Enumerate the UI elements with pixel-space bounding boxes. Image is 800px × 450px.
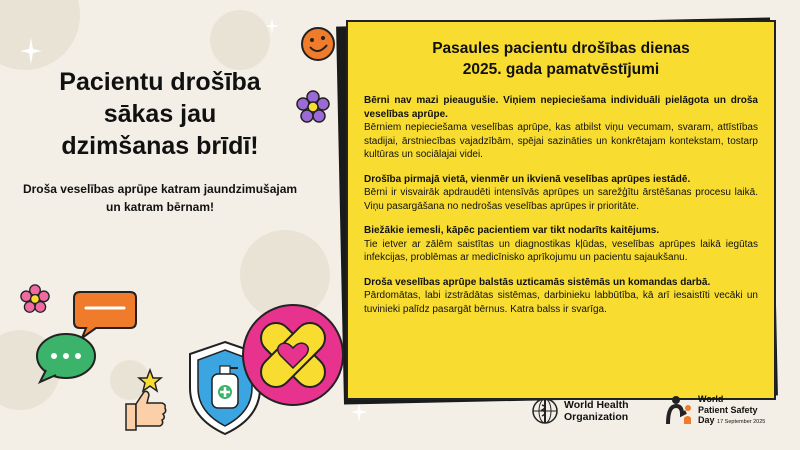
wpsd-name-line: Patient Safety (698, 404, 758, 415)
wpsd-name-line: World (698, 394, 724, 404)
title-line: Pacientu drošība (59, 68, 261, 96)
message-section (364, 224, 758, 265)
decor-bubble (210, 10, 270, 70)
sparkle-icon (350, 402, 368, 422)
section-body: Pārdomātas, labi izstrādātas sistēmas, darbinieku labbūtība, kā arī iesaistīti vecāki un tuvinieki palīdz pasargāt bērnus. Katra balss ir svarīga. (364, 290, 758, 315)
section-body: Bērniem nepieciešama veselības aprūpe, kas atbilst viņu vecumam, svaram, attīstības stadijai, ārstniecības vajadzībām, spējai sazināties un konkrētajam kontekstam, tostarp kultūras un sociālajai videi. (364, 122, 758, 160)
title-line: dzimšanas brīdī! (61, 132, 259, 160)
message-section (364, 173, 758, 214)
section-heading: Biežākie iemesli, kāpēc pacientiem var tikt nodarīts kaitējums. (364, 225, 660, 236)
who-emblem-icon (530, 396, 560, 426)
panel-title-line: Pasaules pacientu drošības dienas (432, 40, 690, 57)
wpsd-date: 17 September 2025 (717, 419, 766, 425)
who-name (564, 399, 629, 423)
partner-logos (530, 392, 780, 432)
wpsd-name (698, 394, 765, 428)
sparkle-icon (265, 18, 279, 34)
who-name-line: World Health (564, 399, 629, 411)
speech-bubble-icon (34, 330, 98, 384)
section-body: Bērni ir visvairāk apdraudēti intensīvās aprūpes un sarežģītu ārstēšanas procesu laikā. Viņu pasargāšana no nedrošas veselības aprūpes ir prioritāte. (364, 187, 758, 212)
page-subtitle: Droša veselības aprūpe katram jaundzimušajam un katram bērnam! (22, 182, 298, 214)
sparkle-icon (20, 38, 42, 64)
flower-icon (296, 90, 330, 124)
wpsd-logo (664, 394, 765, 428)
flower-icon (20, 284, 50, 314)
thumbs-up-icon (120, 368, 170, 432)
message-section (364, 94, 758, 162)
section-heading: Bērni nav mazi pieaugušie. Viņiem nepieciešama individuāli pielāgota un droša veselības aprūpe. (364, 95, 758, 120)
who-name-line: Organization (564, 411, 629, 423)
section-heading: Droša veselības aprūpe balstās uzticamās sistēmās un komandas darbā. (364, 276, 711, 288)
key-messages-panel (346, 20, 776, 400)
wpsd-name-line: Day (698, 415, 715, 425)
section-heading: Drošība pirmajā vietā, vienmēr un ikvienā veselības aprūpes iestādē. (364, 173, 691, 185)
page-title (40, 66, 280, 162)
title-line: sākas jau (103, 100, 217, 128)
panel-title (364, 38, 758, 80)
smiley-icon (300, 26, 336, 62)
parent-child-icon (664, 394, 694, 426)
bandage-heart-icon (240, 302, 346, 408)
who-logo (530, 396, 629, 426)
section-body: Tie ietver ar zālēm saistītas un diagnostikas kļūdas, veselības aprūpes laikā iegūtas infekcijas, problēmas ar medicīnisko aprīkojumu un pacientu sajaukšanu. (364, 238, 758, 263)
message-section (364, 276, 758, 317)
panel-title-line: 2025. gada pamatvēstījumi (462, 61, 660, 78)
